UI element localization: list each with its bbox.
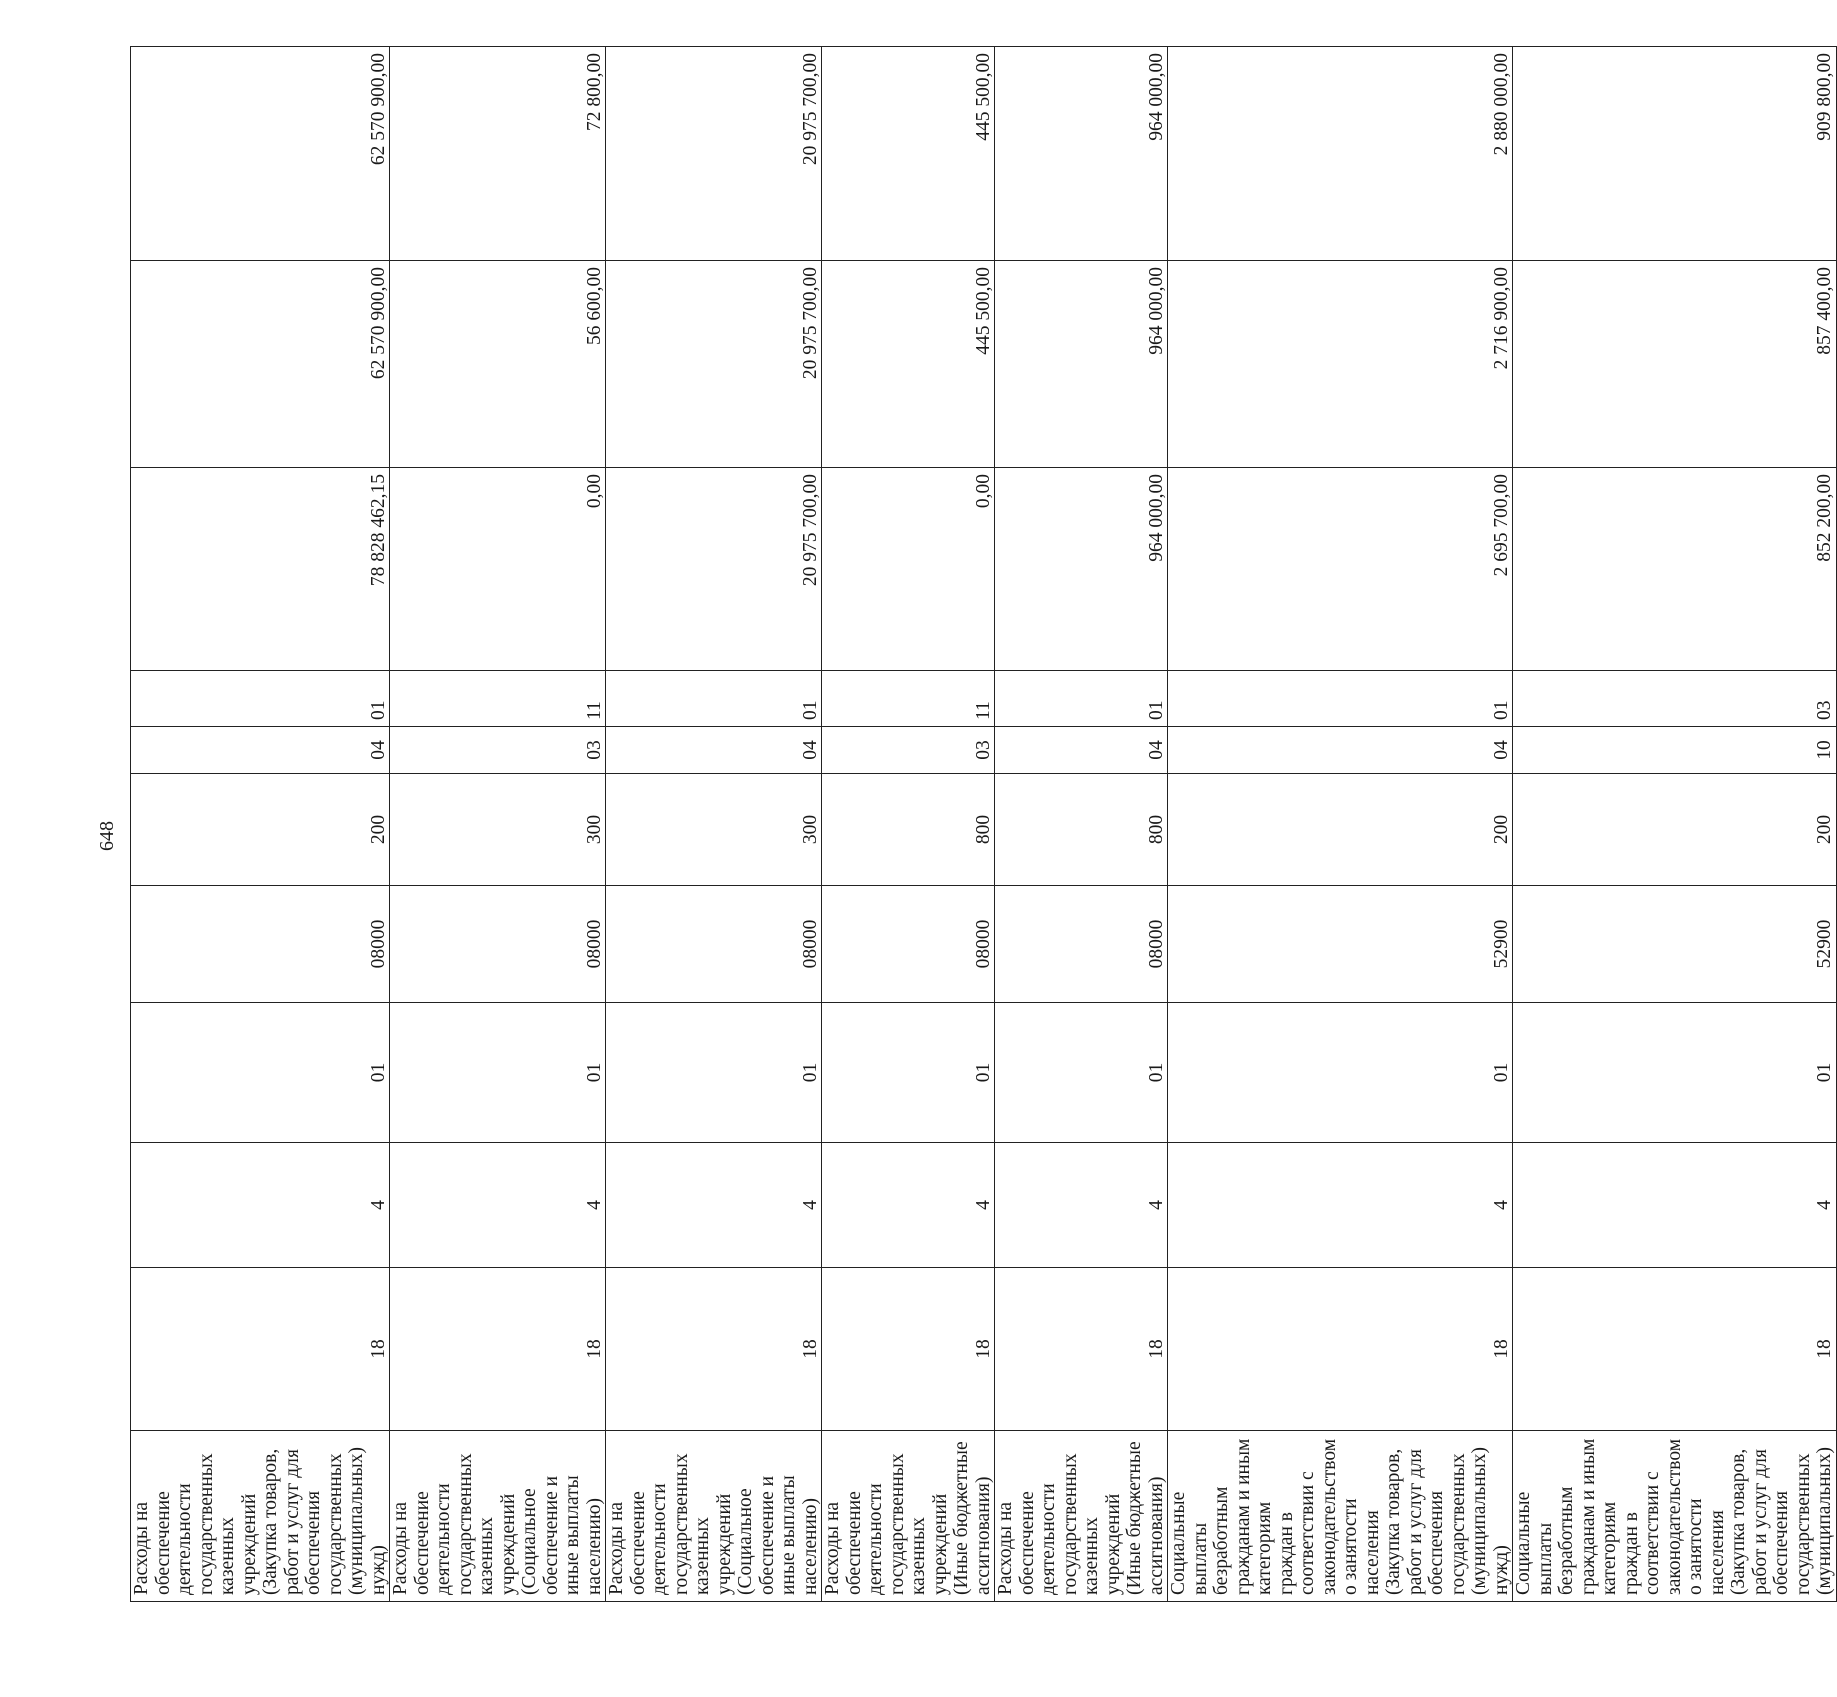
code-cell: 4 bbox=[131, 1143, 390, 1268]
code-cell: 04 bbox=[606, 727, 822, 774]
code-cell: 4 bbox=[822, 1143, 995, 1268]
code-cell: 200 bbox=[1513, 774, 1837, 886]
code-cell: 01 bbox=[390, 1003, 606, 1143]
code-cell: 08000 bbox=[131, 886, 390, 1003]
code-cell: 18 bbox=[995, 1268, 1168, 1431]
amount-cell: 964 000,00 bbox=[995, 261, 1168, 468]
code-cell: 4 bbox=[606, 1143, 822, 1268]
code-cell: 01 bbox=[995, 1003, 1168, 1143]
row-name-cell: Расходы на обеспечение деятельности государственных казенных учреждений (Социальное обеспечение и иные выплаты населению) bbox=[606, 1431, 822, 1602]
amount-cell: 72 800,00 bbox=[390, 47, 606, 261]
code-cell: 18 bbox=[131, 1268, 390, 1431]
code-cell: 01 bbox=[131, 1003, 390, 1143]
amount-cell: 0,00 bbox=[822, 468, 995, 671]
code-cell: 4 bbox=[995, 1143, 1168, 1268]
code-cell: 03 bbox=[390, 727, 606, 774]
code-cell: 04 bbox=[1168, 727, 1513, 774]
table-row bbox=[131, 47, 390, 1602]
table-row bbox=[1513, 47, 1837, 1602]
code-cell: 08000 bbox=[822, 886, 995, 1003]
row-name-cell: Социальные выплаты безработным гражданам и иным категориям граждан в соответствии с законодательством о занятости населения (Закупка товаров, работ и услуг для обеспечения государственных (муниципальных) нужд) bbox=[1168, 1431, 1513, 1602]
amount-cell: 445 500,00 bbox=[822, 261, 995, 468]
amount-cell: 852 200,00 bbox=[1513, 468, 1837, 671]
code-cell: 18 bbox=[822, 1268, 995, 1431]
code-cell: 18 bbox=[1168, 1268, 1513, 1431]
row-name-cell: Расходы на обеспечение деятельности государственных казенных учреждений (Закупка товаров, работ и услуг для обеспечения государственных (муниципальных) нужд) bbox=[131, 1431, 390, 1602]
budget-table bbox=[130, 46, 1837, 1602]
amount-cell: 62 570 900,00 bbox=[131, 261, 390, 468]
row-name-cell: Социальные выплаты безработным гражданам и иным категориям граждан в соответствии с законодательством о занятости населения (Закупка товаров, работ и услуг для обеспечения государственных (муниципальных) bbox=[1513, 1431, 1837, 1602]
table-row bbox=[822, 47, 995, 1602]
code-cell: 01 bbox=[606, 1003, 822, 1143]
code-cell: 04 bbox=[995, 727, 1168, 774]
code-cell: 18 bbox=[1513, 1268, 1837, 1431]
code-cell: 200 bbox=[131, 774, 390, 886]
row-name-cell: Расходы на обеспечение деятельности государственных казенных учреждений (Иные бюджетные ассигнования) bbox=[822, 1431, 995, 1602]
table-row bbox=[390, 47, 606, 1602]
amount-cell: 964 000,00 bbox=[995, 468, 1168, 671]
code-cell: 01 bbox=[1168, 1003, 1513, 1143]
amount-cell: 56 600,00 bbox=[390, 261, 606, 468]
code-cell: 08000 bbox=[606, 886, 822, 1003]
page-number: 648 bbox=[96, 821, 118, 851]
amount-cell: 909 800,00 bbox=[1513, 47, 1837, 261]
amount-cell: 20 975 700,00 bbox=[606, 261, 822, 468]
code-cell: 300 bbox=[606, 774, 822, 886]
code-cell: 10 bbox=[1513, 727, 1837, 774]
amount-cell: 445 500,00 bbox=[822, 47, 995, 261]
amount-cell: 62 570 900,00 bbox=[131, 47, 390, 261]
code-cell: 300 bbox=[390, 774, 606, 886]
table-row bbox=[606, 47, 822, 1602]
code-cell: 01 bbox=[606, 671, 822, 727]
code-cell: 01 bbox=[131, 671, 390, 727]
code-cell: 4 bbox=[390, 1143, 606, 1268]
amount-cell: 2 716 900,00 bbox=[1168, 261, 1513, 468]
table-row bbox=[1168, 47, 1513, 1602]
code-cell: 08000 bbox=[995, 886, 1168, 1003]
amount-cell: 2 695 700,00 bbox=[1168, 468, 1513, 671]
code-cell: 4 bbox=[1168, 1143, 1513, 1268]
amount-cell: 20 975 700,00 bbox=[606, 468, 822, 671]
code-cell: 03 bbox=[1513, 671, 1837, 727]
code-cell: 4 bbox=[1513, 1143, 1837, 1268]
code-cell: 11 bbox=[822, 671, 995, 727]
code-cell: 03 bbox=[822, 727, 995, 774]
rotated-table-container bbox=[130, 47, 1835, 1602]
amount-cell: 857 400,00 bbox=[1513, 261, 1837, 468]
code-cell: 200 bbox=[1168, 774, 1513, 886]
amount-cell: 20 975 700,00 bbox=[606, 47, 822, 261]
code-cell: 01 bbox=[995, 671, 1168, 727]
code-cell: 01 bbox=[1513, 1003, 1837, 1143]
amount-cell: 0,00 bbox=[390, 468, 606, 671]
code-cell: 04 bbox=[131, 727, 390, 774]
code-cell: 52900 bbox=[1168, 886, 1513, 1003]
code-cell: 08000 bbox=[390, 886, 606, 1003]
amount-cell: 78 828 462,15 bbox=[131, 468, 390, 671]
code-cell: 01 bbox=[1168, 671, 1513, 727]
table-row bbox=[995, 47, 1168, 1602]
code-cell: 11 bbox=[390, 671, 606, 727]
code-cell: 52900 bbox=[1513, 886, 1837, 1003]
amount-cell: 2 880 000,00 bbox=[1168, 47, 1513, 261]
code-cell: 800 bbox=[822, 774, 995, 886]
row-name-cell: Расходы на обеспечение деятельности государственных казенных учреждений (Социальное обеспечение и иные выплаты населению) bbox=[390, 1431, 606, 1602]
code-cell: 01 bbox=[822, 1003, 995, 1143]
row-name-cell: Расходы на обеспечение деятельности государственных казенных учреждений (Иные бюджетные ассигнования) bbox=[995, 1431, 1168, 1602]
amount-cell: 964 000,00 bbox=[995, 47, 1168, 261]
code-cell: 18 bbox=[390, 1268, 606, 1431]
code-cell: 800 bbox=[995, 774, 1168, 886]
code-cell: 18 bbox=[606, 1268, 822, 1431]
